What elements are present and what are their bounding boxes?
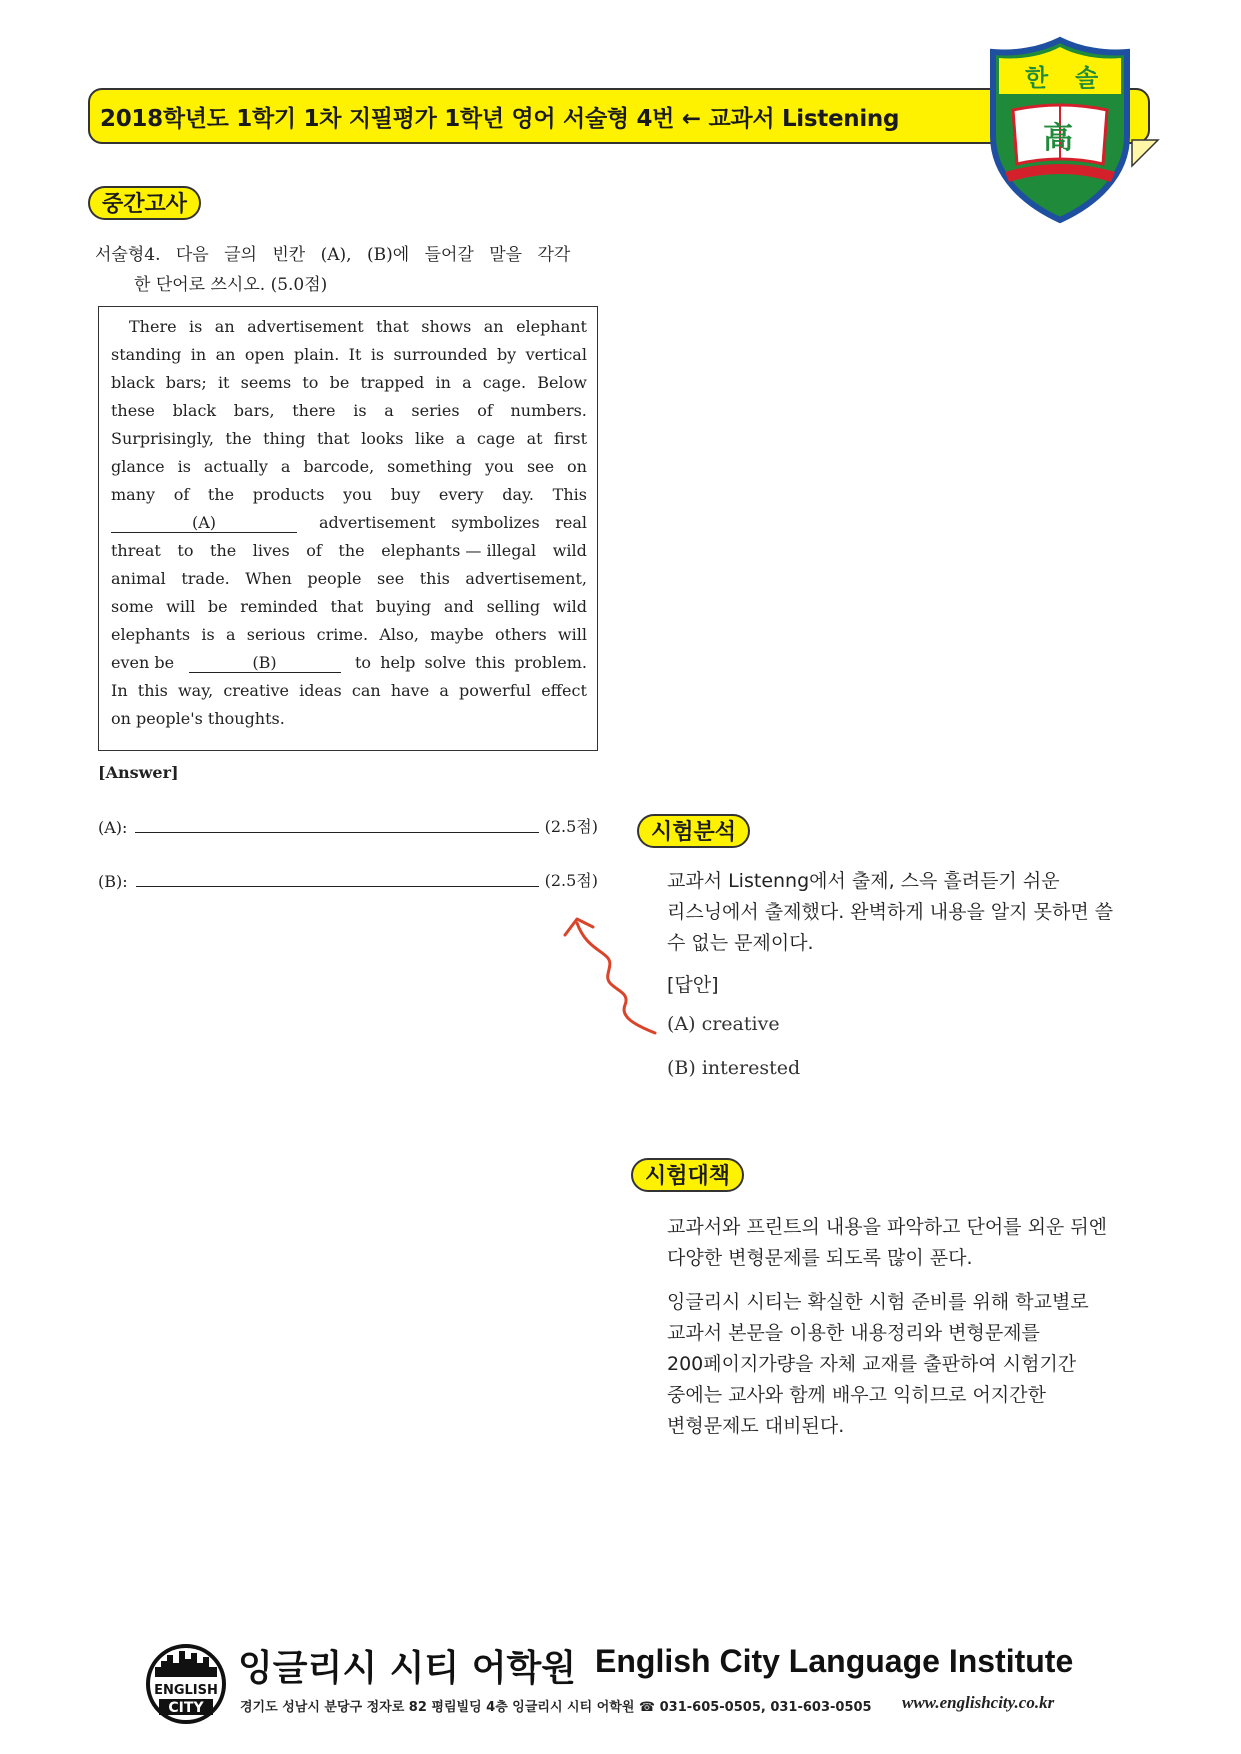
passage-word: will: [557, 625, 587, 644]
passage-word: solve: [424, 653, 466, 672]
passage-word: a: [455, 429, 466, 448]
passage-line: [111, 597, 587, 616]
passage-word: products: [252, 485, 325, 504]
passage-word: actually: [203, 457, 268, 476]
passage-word: of: [306, 541, 322, 560]
passage-word: in: [435, 373, 451, 392]
passage-word: an: [483, 317, 504, 336]
passage-word: cage: [476, 429, 516, 448]
passage-word: series: [411, 401, 460, 420]
passage-word: real: [555, 513, 587, 532]
passage-word: and: [443, 597, 474, 616]
passage-word: the: [207, 485, 235, 504]
question-title: 서술형4. 다음 글의 빈칸 (A), (B)에 들어갈 말을 각각: [95, 245, 571, 265]
passage-word: by: [496, 345, 517, 364]
passage-word: selling: [486, 597, 541, 616]
passage-word: that: [376, 317, 409, 336]
passage-word: people: [307, 569, 362, 588]
strategy-text: 변형문제도 대비된다.: [667, 1415, 845, 1437]
passage-word: cage.: [482, 373, 527, 392]
passage-word: animal: [111, 569, 166, 588]
passage-word: plain.: [293, 345, 340, 364]
passage-word: way,: [177, 681, 214, 700]
answer-a-points: (2.5점): [544, 817, 598, 836]
passage-word: this: [137, 681, 168, 700]
answer-label: [Answer]: [98, 763, 179, 782]
passage-word: like: [414, 429, 445, 448]
passage-word: thing: [263, 429, 306, 448]
passage-word: first: [554, 429, 587, 448]
footer-title-kr: 잉글리시 시티 어학원: [238, 1648, 577, 1689]
passage-word: effect: [541, 681, 587, 700]
passage-word: reminded: [240, 597, 318, 616]
passage-line: [111, 541, 587, 560]
passage-word: barcode,: [303, 457, 375, 476]
passage-word: some: [111, 597, 154, 616]
passage-word: help: [380, 653, 416, 672]
passage-word: be: [329, 373, 350, 392]
annotation-arrow-icon: [555, 905, 665, 1045]
analysis-text: 교과서 Listenng에서 출제, 스윽 흘려듣기 쉬운: [667, 870, 1060, 892]
passage-word: buy: [390, 485, 421, 504]
answer-b-points: (2.5점): [544, 871, 598, 890]
passage-word: to: [177, 541, 194, 560]
passage-word: creative: [223, 681, 290, 700]
passage-word: that: [316, 429, 350, 448]
logo-text-top: ENGLISH: [154, 1683, 218, 1698]
passage-word: lives: [252, 541, 290, 560]
passage-word: is: [201, 625, 215, 644]
passage-word: is: [177, 457, 191, 476]
passage-word: see: [377, 569, 405, 588]
footer-url-link[interactable]: www.englishcity.co.kr: [902, 1693, 1055, 1712]
passage-line: [111, 569, 587, 588]
passage-word: an: [215, 345, 236, 364]
passage-word: advertisement: [319, 513, 436, 532]
passage-word: on: [567, 457, 587, 476]
passage-word: advertisement: [247, 317, 364, 336]
passage-word: It: [348, 345, 362, 364]
passage-word: This: [552, 485, 587, 504]
passage-word: When: [245, 569, 292, 588]
passage-word: to: [354, 653, 372, 672]
passage-word: glance: [111, 457, 165, 476]
passage-word: every: [438, 485, 484, 504]
passage-word: serious: [246, 625, 306, 644]
passage-line: [129, 317, 587, 336]
passage-word: a: [384, 401, 394, 420]
passage-word: wild: [552, 597, 587, 616]
passage-word: is: [353, 401, 367, 420]
passage-word: black: [111, 373, 155, 392]
passage-word: this: [475, 653, 506, 672]
passage-word: is: [189, 317, 203, 336]
logo-text-bottom: CITY: [168, 1700, 204, 1716]
strategy-text: 다양한 변형문제를 되도록 많이 푼다.: [667, 1247, 973, 1269]
passage-word: this: [419, 569, 450, 588]
strategy-text: 중에는 교사와 함께 배우고 익히므로 어지간한: [667, 1384, 1046, 1406]
passage-word: these: [111, 401, 155, 420]
passage-word: numbers.: [510, 401, 587, 420]
passage-word: a: [462, 373, 472, 392]
passage-word: open: [244, 345, 285, 364]
passage-word: of: [477, 401, 493, 420]
passage-word: looks: [361, 429, 404, 448]
passage-word: the: [210, 541, 237, 560]
passage-word: buying: [375, 597, 432, 616]
svg-text:솔: 솔: [1075, 64, 1099, 92]
passage-word: that: [330, 597, 364, 616]
footer-title-en: English City Language Institute: [595, 1643, 1074, 1679]
strategy-label: 시험대책: [631, 1158, 744, 1192]
midterm-label: 중간고사: [88, 186, 201, 220]
answer-b-label: (B):: [98, 872, 128, 891]
strategy-text: 200페이지가량을 자체 교재를 출판하여 시험기간: [667, 1353, 1077, 1375]
passage-word: day.: [502, 485, 535, 504]
passage-word: Below: [537, 373, 587, 392]
passage-word: wild: [552, 541, 587, 560]
passage-text: even be: [111, 653, 175, 672]
passage-word: seems: [240, 373, 292, 392]
passage-word: there: [292, 401, 336, 420]
analysis-text: 리스닝에서 출제했다. 완벽하게 내용을 알지 못하면 쓸: [667, 901, 1114, 923]
passage-word: you: [343, 485, 373, 504]
passage-line: [111, 429, 587, 448]
passage-word: the: [338, 541, 365, 560]
school-crest-logo: [985, 36, 1135, 224]
passage-word: maybe: [430, 625, 484, 644]
answer-b: (B) interested: [667, 1057, 801, 1079]
passage-word: in: [190, 345, 207, 364]
passage-word: be: [207, 597, 228, 616]
passage-word: symbolizes: [451, 513, 540, 532]
passage-word: an: [214, 317, 235, 336]
svg-text:高: 高: [1043, 121, 1073, 156]
svg-text:한: 한: [1025, 64, 1049, 92]
passage-word: bars,: [233, 401, 275, 420]
passage-word: can: [351, 681, 381, 700]
blank-a: (A): [111, 513, 297, 533]
passage-line: [111, 653, 587, 673]
passage-word: it: [217, 373, 230, 392]
passage-line: [111, 625, 587, 644]
passage-word: have: [390, 681, 430, 700]
passage-word: vertical: [525, 345, 587, 364]
passage-box: [98, 306, 598, 751]
passage-word: of: [173, 485, 190, 504]
passage-word: advertisement,: [465, 569, 587, 588]
passage-word: will: [166, 597, 196, 616]
passage-word: you: [485, 457, 514, 476]
passage-word: threat: [111, 541, 161, 560]
passage-line: [111, 485, 587, 504]
passage-line: [111, 513, 587, 533]
passage-word: shows: [421, 317, 472, 336]
analysis-text: 수 없는 문제이다.: [667, 932, 814, 954]
passage-word: Surprisingly,: [111, 429, 214, 448]
passage-line: [111, 373, 587, 392]
passage-word: the: [225, 429, 252, 448]
answer-a-label: (A):: [98, 818, 128, 837]
passage-word: problem.: [514, 653, 587, 672]
passage-line-rest: [319, 513, 587, 533]
answer-a-row: [98, 814, 598, 837]
passage-word: elephants: [111, 625, 191, 644]
strategy-text: 교과서 본문을 이용한 내용정리와 변형문제를: [667, 1322, 1040, 1344]
passage-word: a: [280, 457, 291, 476]
strategy-text: 교과서와 프린트의 내용을 파악하고 단어를 외운 뒤엔: [667, 1216, 1108, 1238]
english-city-logo: [145, 1643, 227, 1725]
analysis-label: 시험분석: [637, 814, 750, 848]
passage-word: elephants — illegal: [381, 541, 537, 560]
passage-word: many: [111, 485, 156, 504]
passage-word: standing: [111, 345, 182, 364]
passage-word: Also,: [379, 625, 419, 644]
passage-line-rest: [355, 653, 587, 673]
passage-word: a: [225, 625, 236, 644]
passage-word: There: [129, 317, 177, 336]
passage-line: on people's thoughts.: [111, 709, 285, 728]
passage-word: black: [172, 401, 217, 420]
question-title-line2: 한 단어로 쓰시오. (5.0점): [134, 275, 328, 295]
passage-word: bars;: [165, 373, 207, 392]
passage-word: crime.: [316, 625, 369, 644]
passage-word: something: [387, 457, 473, 476]
passage-word: ideas: [299, 681, 342, 700]
passage-word: a: [439, 681, 449, 700]
passage-word: others: [494, 625, 547, 644]
answer-heading: [답안]: [667, 974, 719, 996]
blank-b: (B): [189, 653, 341, 673]
passage-word: surrounded: [393, 345, 488, 364]
passage-word: see: [526, 457, 555, 476]
answer-a-line[interactable]: [135, 832, 538, 833]
footer-address: 경기도 성남시 분당구 정자로 82 평림빌딩 4층 잉글리시 시티 어학원 ☎ 031-605-0505, 031-603-0505: [240, 1700, 872, 1715]
passage-word: elephant: [516, 317, 587, 336]
passage-line: [111, 345, 587, 364]
page-title: 2018학년도 1학기 1차 지필평가 1학년 영어 서술형 4번 ← 교과서 Listening: [100, 106, 900, 132]
answer-b-line[interactable]: [136, 886, 539, 887]
passage-word: In: [111, 681, 128, 700]
passage-word: powerful: [459, 681, 532, 700]
passage-line: [111, 681, 587, 700]
passage-line: [111, 457, 587, 476]
passage-line: [111, 401, 587, 420]
passage-word: trade.: [181, 569, 230, 588]
strategy-text: 잉글리시 시티는 확실한 시험 준비를 위해 학교별로: [667, 1291, 1089, 1313]
passage-word: trapped: [360, 373, 425, 392]
passage-word: at: [526, 429, 543, 448]
passage-word: is: [370, 345, 385, 364]
answer-a: (A) creative: [667, 1013, 780, 1035]
answer-b-row: [98, 868, 598, 891]
passage-word: to: [302, 373, 319, 392]
